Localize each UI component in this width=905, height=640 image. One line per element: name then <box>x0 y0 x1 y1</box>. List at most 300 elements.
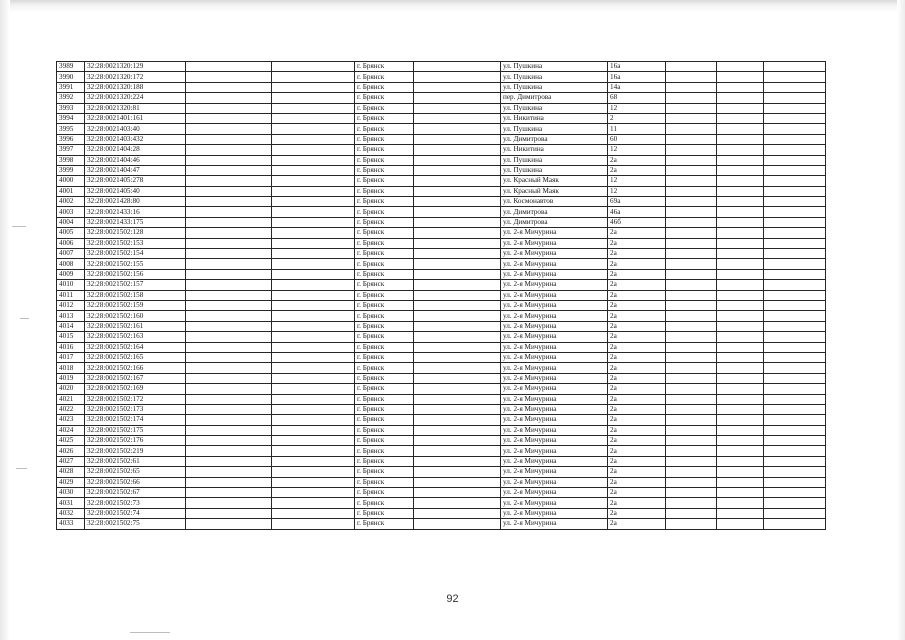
cell-street: ул. Димитрова <box>501 207 608 217</box>
cell-empty <box>272 373 355 383</box>
cell-city: г. Брянск <box>355 228 414 238</box>
cell-empty <box>666 259 717 269</box>
cell-empty <box>186 103 272 113</box>
cell-row-number: 3996 <box>57 134 85 144</box>
table-row <box>57 217 826 227</box>
cell-empty <box>717 103 764 113</box>
cell-street: ул. 2-я Мичурина <box>501 238 608 248</box>
cell-city: г. Брянск <box>355 467 414 477</box>
cell-city: г. Брянск <box>355 456 414 466</box>
cell-empty <box>666 155 717 165</box>
cell-row-number: 4031 <box>57 498 85 508</box>
cell-empty <box>717 311 764 321</box>
cell-street: ул. 2-я Мичурина <box>501 352 608 362</box>
cell-empty <box>186 456 272 466</box>
cell-street: ул. Космонавтов <box>501 197 608 207</box>
cell-cadastral-number: 32:28:0021433:16 <box>85 207 186 217</box>
cell-house: 2а <box>608 238 666 248</box>
cell-empty <box>764 477 826 487</box>
cell-street: ул. 2-я Мичурина <box>501 394 608 404</box>
table-row <box>57 394 826 404</box>
cell-street: ул. 2-я Мичурина <box>501 342 608 352</box>
cell-empty <box>666 477 717 487</box>
cell-empty <box>666 498 717 508</box>
cell-row-number: 4016 <box>57 342 85 352</box>
table-row <box>57 82 826 92</box>
cell-empty <box>666 436 717 446</box>
table-row <box>57 321 826 331</box>
cell-empty <box>717 238 764 248</box>
cell-empty <box>717 477 764 487</box>
cell-empty <box>272 249 355 259</box>
cell-empty <box>272 124 355 134</box>
cell-empty <box>717 134 764 144</box>
cell-city: г. Брянск <box>355 404 414 414</box>
cell-empty <box>272 290 355 300</box>
cell-house: 2а <box>608 508 666 518</box>
cell-empty <box>717 342 764 352</box>
cell-city: г. Брянск <box>355 498 414 508</box>
page-number: 92 <box>446 593 459 605</box>
cell-empty <box>186 197 272 207</box>
cell-row-number: 4033 <box>57 519 85 529</box>
cell-house: 2а <box>608 311 666 321</box>
cell-street: ул. Пушкина <box>501 165 608 175</box>
cell-empty <box>272 352 355 362</box>
cell-house: 2а <box>608 373 666 383</box>
cell-city: г. Брянск <box>355 321 414 331</box>
cell-empty <box>666 82 717 92</box>
cell-empty <box>186 186 272 196</box>
cell-empty <box>414 300 501 310</box>
cell-empty <box>272 342 355 352</box>
cell-empty <box>186 269 272 279</box>
cell-empty <box>272 446 355 456</box>
cell-empty <box>186 363 272 373</box>
cell-empty <box>764 290 826 300</box>
cell-empty <box>414 82 501 92</box>
cell-empty <box>666 311 717 321</box>
cell-street: ул. 2-я Мичурина <box>501 321 608 331</box>
cell-street: ул. 2-я Мичурина <box>501 456 608 466</box>
cell-empty <box>272 165 355 175</box>
cell-cadastral-number: 32:28:0021502:153 <box>85 238 186 248</box>
cell-empty <box>186 228 272 238</box>
cell-empty <box>186 280 272 290</box>
cell-empty <box>666 488 717 498</box>
cell-street: ул. Никитина <box>501 145 608 155</box>
scan-speck <box>130 632 170 633</box>
cell-empty <box>764 311 826 321</box>
cell-cadastral-number: 32:28:0021502:176 <box>85 436 186 446</box>
table-row <box>57 342 826 352</box>
cell-empty <box>186 145 272 155</box>
cell-empty <box>764 207 826 217</box>
cell-empty <box>414 352 501 362</box>
cell-empty <box>764 249 826 259</box>
cell-empty <box>717 508 764 518</box>
cell-empty <box>764 373 826 383</box>
cell-empty <box>764 228 826 238</box>
cell-city: г. Брянск <box>355 332 414 342</box>
table-row <box>57 62 826 72</box>
cell-street: ул. 2-я Мичурина <box>501 363 608 373</box>
cell-empty <box>272 238 355 248</box>
cell-empty <box>717 394 764 404</box>
cell-empty <box>764 62 826 72</box>
cell-empty <box>186 217 272 227</box>
cell-city: г. Брянск <box>355 82 414 92</box>
cell-empty <box>186 415 272 425</box>
cell-empty <box>272 113 355 123</box>
cell-empty <box>272 332 355 342</box>
cell-empty <box>717 186 764 196</box>
cell-empty <box>666 238 717 248</box>
cell-empty <box>414 259 501 269</box>
cell-empty <box>186 436 272 446</box>
cell-house: 2а <box>608 300 666 310</box>
cell-empty <box>666 113 717 123</box>
cell-street: ул. Красный Маяк <box>501 186 608 196</box>
cell-street: ул. 2-я Мичурина <box>501 290 608 300</box>
cell-empty <box>717 446 764 456</box>
table-row <box>57 207 826 217</box>
scan-speck <box>16 468 27 469</box>
cell-empty <box>717 373 764 383</box>
cell-empty <box>272 217 355 227</box>
table-row <box>57 186 826 196</box>
cell-row-number: 3989 <box>57 62 85 72</box>
cell-empty <box>666 332 717 342</box>
cell-empty <box>414 280 501 290</box>
cell-street: ул. 2-я Мичурина <box>501 488 608 498</box>
cell-street: ул. 2-я Мичурина <box>501 249 608 259</box>
cell-house: 2а <box>608 446 666 456</box>
cell-empty <box>717 217 764 227</box>
cell-empty <box>414 415 501 425</box>
cell-empty <box>414 436 501 446</box>
cell-street: ул. 2-я Мичурина <box>501 404 608 414</box>
cell-city: г. Брянск <box>355 425 414 435</box>
cell-house: 69а <box>608 197 666 207</box>
cell-city: г. Брянск <box>355 269 414 279</box>
cell-street: ул. Димитрова <box>501 217 608 227</box>
cell-cadastral-number: 32:28:0021433:175 <box>85 217 186 227</box>
cell-empty <box>414 249 501 259</box>
cell-city: г. Брянск <box>355 249 414 259</box>
cell-empty <box>414 238 501 248</box>
scan-edge-right <box>897 0 905 640</box>
cell-street: ул. 2-я Мичурина <box>501 508 608 518</box>
table-row <box>57 498 826 508</box>
cell-cadastral-number: 32:28:0021502:67 <box>85 488 186 498</box>
table-row <box>57 436 826 446</box>
cell-street: ул. Пушкина <box>501 72 608 82</box>
cell-city: г. Брянск <box>355 311 414 321</box>
cell-cadastral-number: 32:28:0021320:129 <box>85 62 186 72</box>
table-row <box>57 425 826 435</box>
cell-empty <box>717 197 764 207</box>
cell-empty <box>717 93 764 103</box>
cell-house: 2а <box>608 488 666 498</box>
table-row <box>57 134 826 144</box>
cell-empty <box>764 186 826 196</box>
cell-empty <box>186 290 272 300</box>
cell-empty <box>414 342 501 352</box>
cell-empty <box>666 394 717 404</box>
cell-city: г. Брянск <box>355 394 414 404</box>
cell-empty <box>717 425 764 435</box>
cell-house: 2а <box>608 249 666 259</box>
cell-empty <box>666 93 717 103</box>
table-row <box>57 477 826 487</box>
cell-empty <box>666 145 717 155</box>
cell-cadastral-number: 32:28:0021502:159 <box>85 300 186 310</box>
table-row <box>57 519 826 529</box>
cell-street: ул. Никитина <box>501 113 608 123</box>
cell-street: ул. Красный Маяк <box>501 176 608 186</box>
cell-empty <box>764 404 826 414</box>
cell-house: 12 <box>608 145 666 155</box>
cell-empty <box>414 103 501 113</box>
cell-street: ул. 2-я Мичурина <box>501 280 608 290</box>
cell-house: 2а <box>608 228 666 238</box>
cell-cadastral-number: 32:28:0021320:172 <box>85 72 186 82</box>
cell-empty <box>764 332 826 342</box>
cell-street: ул. 2-я Мичурина <box>501 300 608 310</box>
cell-row-number: 4003 <box>57 207 85 217</box>
cell-empty <box>717 113 764 123</box>
cell-city: г. Брянск <box>355 186 414 196</box>
cell-city: г. Брянск <box>355 508 414 518</box>
cell-house: 2а <box>608 498 666 508</box>
cell-empty <box>414 425 501 435</box>
cell-cadastral-number: 32:28:0021405:278 <box>85 176 186 186</box>
cell-empty <box>717 300 764 310</box>
cell-cadastral-number: 32:28:0021502:66 <box>85 477 186 487</box>
cell-house: 12 <box>608 103 666 113</box>
cell-cadastral-number: 32:28:0021502:156 <box>85 269 186 279</box>
cell-empty <box>717 249 764 259</box>
cell-empty <box>414 311 501 321</box>
cell-row-number: 3998 <box>57 155 85 165</box>
cell-cadastral-number: 32:28:0021502:164 <box>85 342 186 352</box>
cell-city: г. Брянск <box>355 290 414 300</box>
cell-empty <box>414 197 501 207</box>
cell-row-number: 4007 <box>57 249 85 259</box>
cell-empty <box>186 404 272 414</box>
cell-empty <box>272 300 355 310</box>
cell-empty <box>414 72 501 82</box>
cell-row-number: 4026 <box>57 446 85 456</box>
cell-city: г. Брянск <box>355 176 414 186</box>
cell-empty <box>186 467 272 477</box>
cell-empty <box>666 363 717 373</box>
cell-city: г. Брянск <box>355 155 414 165</box>
table-row <box>57 363 826 373</box>
cell-empty <box>186 134 272 144</box>
cell-row-number: 3992 <box>57 93 85 103</box>
table-row <box>57 311 826 321</box>
cell-cadastral-number: 32:28:0021404:47 <box>85 165 186 175</box>
cell-house: 60 <box>608 134 666 144</box>
cell-empty <box>272 467 355 477</box>
cell-empty <box>717 519 764 529</box>
cell-cadastral-number: 32:28:0021502:74 <box>85 508 186 518</box>
cell-street: ул. Пушкина <box>501 82 608 92</box>
cell-cadastral-number: 32:28:0021502:161 <box>85 321 186 331</box>
cell-empty <box>764 82 826 92</box>
cell-row-number: 4012 <box>57 300 85 310</box>
cell-cadastral-number: 32:28:0021404:46 <box>85 155 186 165</box>
cell-empty <box>186 394 272 404</box>
cell-empty <box>272 488 355 498</box>
cell-empty <box>764 446 826 456</box>
cell-empty <box>717 498 764 508</box>
cell-empty <box>414 404 501 414</box>
cell-row-number: 4023 <box>57 415 85 425</box>
cell-street: ул. 2-я Мичурина <box>501 425 608 435</box>
cell-empty <box>186 519 272 529</box>
cell-empty <box>186 321 272 331</box>
cell-empty <box>414 290 501 300</box>
cell-empty <box>414 269 501 279</box>
cell-empty <box>666 62 717 72</box>
cell-house: 12 <box>608 176 666 186</box>
register-table <box>56 61 826 530</box>
cell-empty <box>272 280 355 290</box>
table-row <box>57 415 826 425</box>
cell-empty <box>764 259 826 269</box>
cell-empty <box>764 436 826 446</box>
cell-empty <box>717 259 764 269</box>
cell-empty <box>272 134 355 144</box>
cell-street: ул. 2-я Мичурина <box>501 415 608 425</box>
cell-empty <box>717 269 764 279</box>
cell-city: г. Брянск <box>355 103 414 113</box>
cell-empty <box>764 155 826 165</box>
cell-empty <box>414 176 501 186</box>
scan-edge-left <box>0 0 10 640</box>
cell-house: 16а <box>608 62 666 72</box>
cell-empty <box>186 124 272 134</box>
cell-city: г. Брянск <box>355 488 414 498</box>
cell-empty <box>764 238 826 248</box>
cell-cadastral-number: 32:28:0021502:75 <box>85 519 186 529</box>
cell-empty <box>186 446 272 456</box>
cell-cadastral-number: 32:28:0021428:80 <box>85 197 186 207</box>
cell-empty <box>717 145 764 155</box>
cell-empty <box>186 488 272 498</box>
cell-empty <box>272 186 355 196</box>
cell-empty <box>272 82 355 92</box>
cell-empty <box>764 352 826 362</box>
cell-empty <box>414 228 501 238</box>
cell-empty <box>666 228 717 238</box>
table-row <box>57 124 826 134</box>
cell-house: 2а <box>608 280 666 290</box>
cell-empty <box>764 415 826 425</box>
cell-empty <box>414 113 501 123</box>
cell-empty <box>272 415 355 425</box>
table-row <box>57 72 826 82</box>
cell-empty <box>764 508 826 518</box>
cell-empty <box>764 165 826 175</box>
cell-street: ул. Пушкина <box>501 155 608 165</box>
table-row <box>57 373 826 383</box>
cell-empty <box>666 425 717 435</box>
cell-city: г. Брянск <box>355 352 414 362</box>
cell-house: 14а <box>608 82 666 92</box>
cell-empty <box>717 290 764 300</box>
cell-empty <box>272 197 355 207</box>
cell-empty <box>186 332 272 342</box>
cell-empty <box>272 155 355 165</box>
cell-cadastral-number: 32:28:0021502:219 <box>85 446 186 456</box>
cell-city: г. Брянск <box>355 62 414 72</box>
table-row <box>57 228 826 238</box>
cell-empty <box>764 269 826 279</box>
cell-empty <box>186 259 272 269</box>
cell-row-number: 4018 <box>57 363 85 373</box>
cell-cadastral-number: 32:28:0021502:169 <box>85 384 186 394</box>
cell-empty <box>414 446 501 456</box>
cell-house: 12 <box>608 186 666 196</box>
cell-empty <box>414 498 501 508</box>
table-row <box>57 113 826 123</box>
cell-empty <box>666 269 717 279</box>
cell-street: ул. 2-я Мичурина <box>501 519 608 529</box>
cell-city: г. Брянск <box>355 72 414 82</box>
table-row <box>57 404 826 414</box>
cell-empty <box>764 280 826 290</box>
cell-cadastral-number: 32:28:0021502:173 <box>85 404 186 414</box>
cell-empty <box>272 72 355 82</box>
cell-empty <box>666 197 717 207</box>
cell-empty <box>414 467 501 477</box>
cell-cadastral-number: 32:28:0021502:73 <box>85 498 186 508</box>
register-table-body <box>57 62 826 530</box>
cell-street: ул. Пушкина <box>501 103 608 113</box>
cell-empty <box>717 321 764 331</box>
table-row <box>57 290 826 300</box>
cell-empty <box>764 124 826 134</box>
cell-empty <box>186 477 272 487</box>
cell-empty <box>764 145 826 155</box>
table-row <box>57 165 826 175</box>
cell-house: 11 <box>608 124 666 134</box>
table-row <box>57 103 826 113</box>
cell-empty <box>666 384 717 394</box>
cell-empty <box>186 238 272 248</box>
cell-cadastral-number: 32:28:0021502:175 <box>85 425 186 435</box>
cell-empty <box>764 113 826 123</box>
cell-empty <box>414 384 501 394</box>
cell-house: 46б <box>608 217 666 227</box>
cell-empty <box>666 165 717 175</box>
cell-city: г. Брянск <box>355 259 414 269</box>
table-row <box>57 467 826 477</box>
cell-street: ул. 2-я Мичурина <box>501 498 608 508</box>
cell-house: 2а <box>608 436 666 446</box>
cell-city: г. Брянск <box>355 197 414 207</box>
cell-empty <box>717 467 764 477</box>
cell-cadastral-number: 32:28:0021502:174 <box>85 415 186 425</box>
cell-cadastral-number: 32:28:0021502:155 <box>85 259 186 269</box>
cell-empty <box>414 217 501 227</box>
cell-row-number: 4002 <box>57 197 85 207</box>
table-row <box>57 176 826 186</box>
